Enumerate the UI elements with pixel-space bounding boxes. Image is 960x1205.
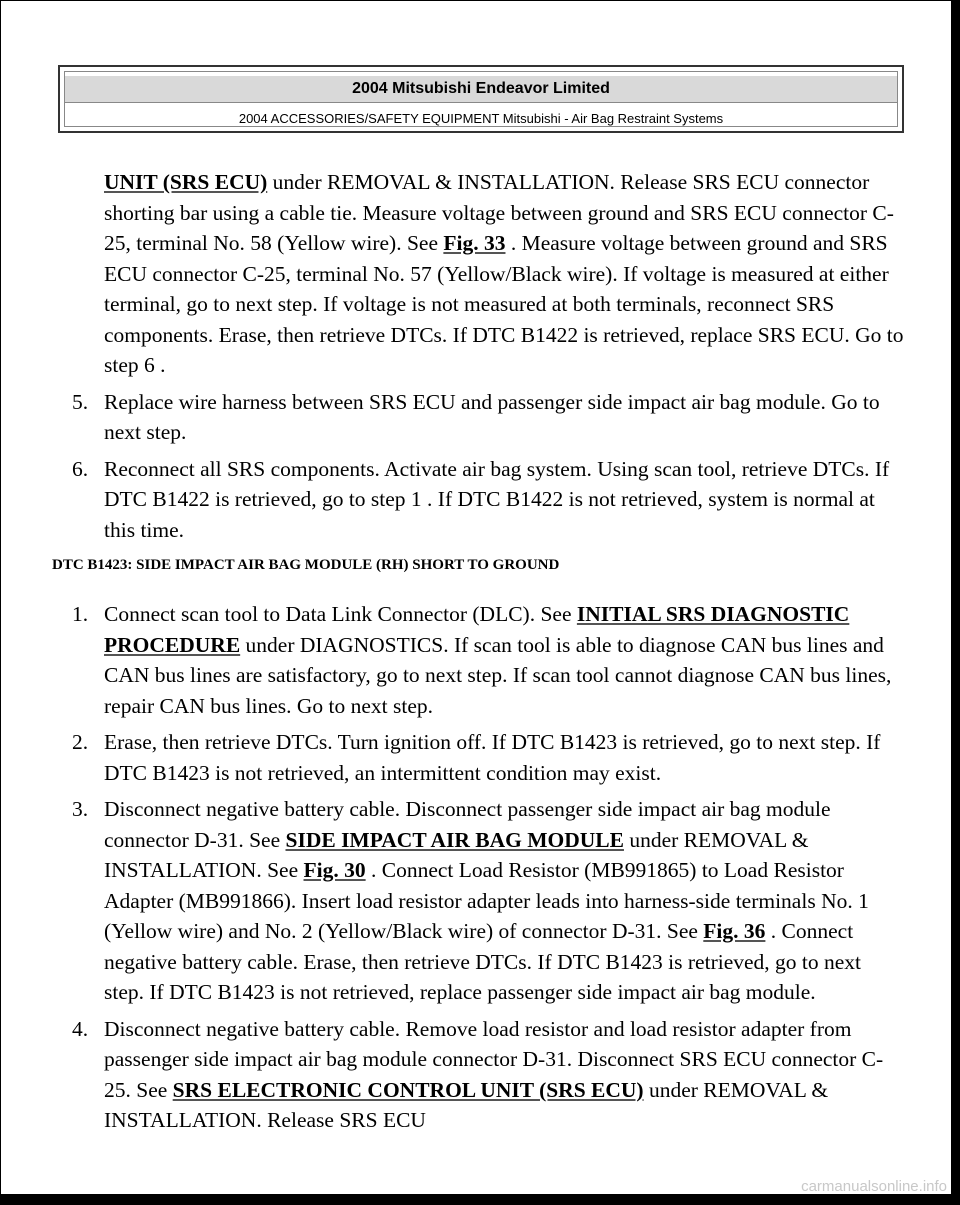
step-text: Connect scan tool to Data Link Connector (DLC). See bbox=[104, 602, 577, 626]
list-item bbox=[72, 727, 904, 788]
section-heading: DTC B1423: SIDE IMPACT AIR BAG MODULE (RH) SHORT TO GROUND bbox=[52, 557, 560, 573]
step-number: 2. bbox=[72, 730, 89, 754]
step-number: 5. bbox=[72, 389, 89, 414]
list-item bbox=[72, 454, 904, 546]
continued-text-2: . Measure voltage between ground and SRS ECU connector C-25, terminal No. 57 (Yellow/Black wire). If voltage is measured at either terminal, go to next step. If voltage is not measured at both terminals, reconnect SRS components. Erase, then retrieve DTCs. If DTC B1422 is retrieved, replace SRS ECU. Go to step 6 . bbox=[104, 231, 904, 377]
document-header bbox=[58, 65, 904, 133]
fig-36-link[interactable]: Fig. 36 bbox=[703, 919, 766, 943]
initial-srs-diagnostic-link[interactable]: INITIAL SRS DIAGNOSTIC PROCEDURE bbox=[104, 602, 850, 657]
step-text: Replace wire harness between SRS ECU and passenger side impact air bag module. Go to next step. bbox=[104, 389, 880, 444]
header-title: 2004 Mitsubishi Endeavor Limited bbox=[65, 76, 897, 103]
step-text: . Connect negative battery cable. Erase, then retrieve DTCs. If DTC B1423 is retrieved, go to next step. If DTC B1423 is not retrieved, replace passenger side impact air bag module. bbox=[104, 919, 862, 1004]
header-subtitle: 2004 ACCESSORIES/SAFETY EQUIPMENT Mitsubishi - Air Bag Restraint Systems bbox=[238, 111, 724, 126]
step-number: 4. bbox=[72, 1016, 89, 1041]
step-text: under REMOVAL & INSTALLATION. Release SRS ECU bbox=[104, 1077, 829, 1132]
fig-33-link[interactable]: Fig. 33 bbox=[443, 231, 506, 255]
step-text: Disconnect negative battery cable. Disconnect passenger side impact air bag module connector D-31. See bbox=[104, 797, 831, 852]
page-top-border bbox=[0, 0, 960, 1]
step-text: Erase, then retrieve DTCs. Turn ignition off. If DTC B1423 is retrieved, go to next step. If DTC B1423 is not retrieved, an intermittent condition may exist. bbox=[104, 730, 881, 785]
step-text: Disconnect negative battery cable. Remove load resistor and load resistor adapter from passenger side impact air bag module connector D-31. Disconnect SRS ECU connector C-25. See bbox=[104, 1016, 884, 1102]
diagnostic-steps-list bbox=[0, 599, 951, 1136]
watermark: carmanualsonline.info bbox=[801, 1178, 947, 1195]
step-text: under DIAGNOSTICS. If scan tool is able to diagnose CAN bus lines and CAN bus lines are satisfactory, go to next step. If scan tool cannot diagnose CAN bus lines, repair CAN bus lines. Go to next step. bbox=[104, 632, 892, 718]
page-body bbox=[0, 167, 951, 1142]
step-text: under REMOVAL & INSTALLATION. See bbox=[104, 827, 809, 882]
previous-steps-list bbox=[0, 387, 951, 546]
continued-paragraph bbox=[104, 167, 904, 381]
step-number: 1. bbox=[72, 602, 89, 626]
side-impact-air-bag-module-link[interactable]: SIDE IMPACT AIR BAG MODULE bbox=[285, 827, 624, 852]
list-item bbox=[72, 599, 904, 721]
page-right-shadow bbox=[951, 0, 960, 1205]
header-inner-frame bbox=[64, 71, 898, 127]
srs-electronic-control-unit-link[interactable]: SRS ELECTRONIC CONTROL UNIT (SRS ECU) bbox=[172, 1077, 644, 1102]
step-text: Reconnect all SRS components. Activate air bag system. Using scan tool, retrieve DTCs. If DTC B1422 is retrieved, go to step 1 . If DTC B1422 is not retrieved, system is normal at this time. bbox=[104, 456, 890, 542]
step-number: 6. bbox=[72, 456, 89, 481]
srs-ecu-link[interactable]: UNIT (SRS ECU) bbox=[104, 170, 268, 194]
continued-text-1: under REMOVAL & INSTALLATION. Release SRS ECU connector shorting bar using a cable tie. Measure voltage between ground and SRS ECU connector C-25, terminal No. 58 (Yellow wire). See bbox=[104, 170, 894, 255]
list-item bbox=[72, 387, 904, 448]
list-item bbox=[72, 1014, 904, 1136]
fig-30-link[interactable]: Fig. 30 bbox=[303, 858, 366, 882]
step-number: 3. bbox=[72, 797, 89, 821]
list-item bbox=[72, 794, 904, 1008]
step-text: . Connect Load Resistor (MB991865) to Load Resistor Adapter (MB991866). Insert load resistor adapter leads into harness-side terminals No. 1 (Yellow wire) and No. 2 (Yellow/Black wire) of connector D-31. See bbox=[104, 858, 869, 943]
